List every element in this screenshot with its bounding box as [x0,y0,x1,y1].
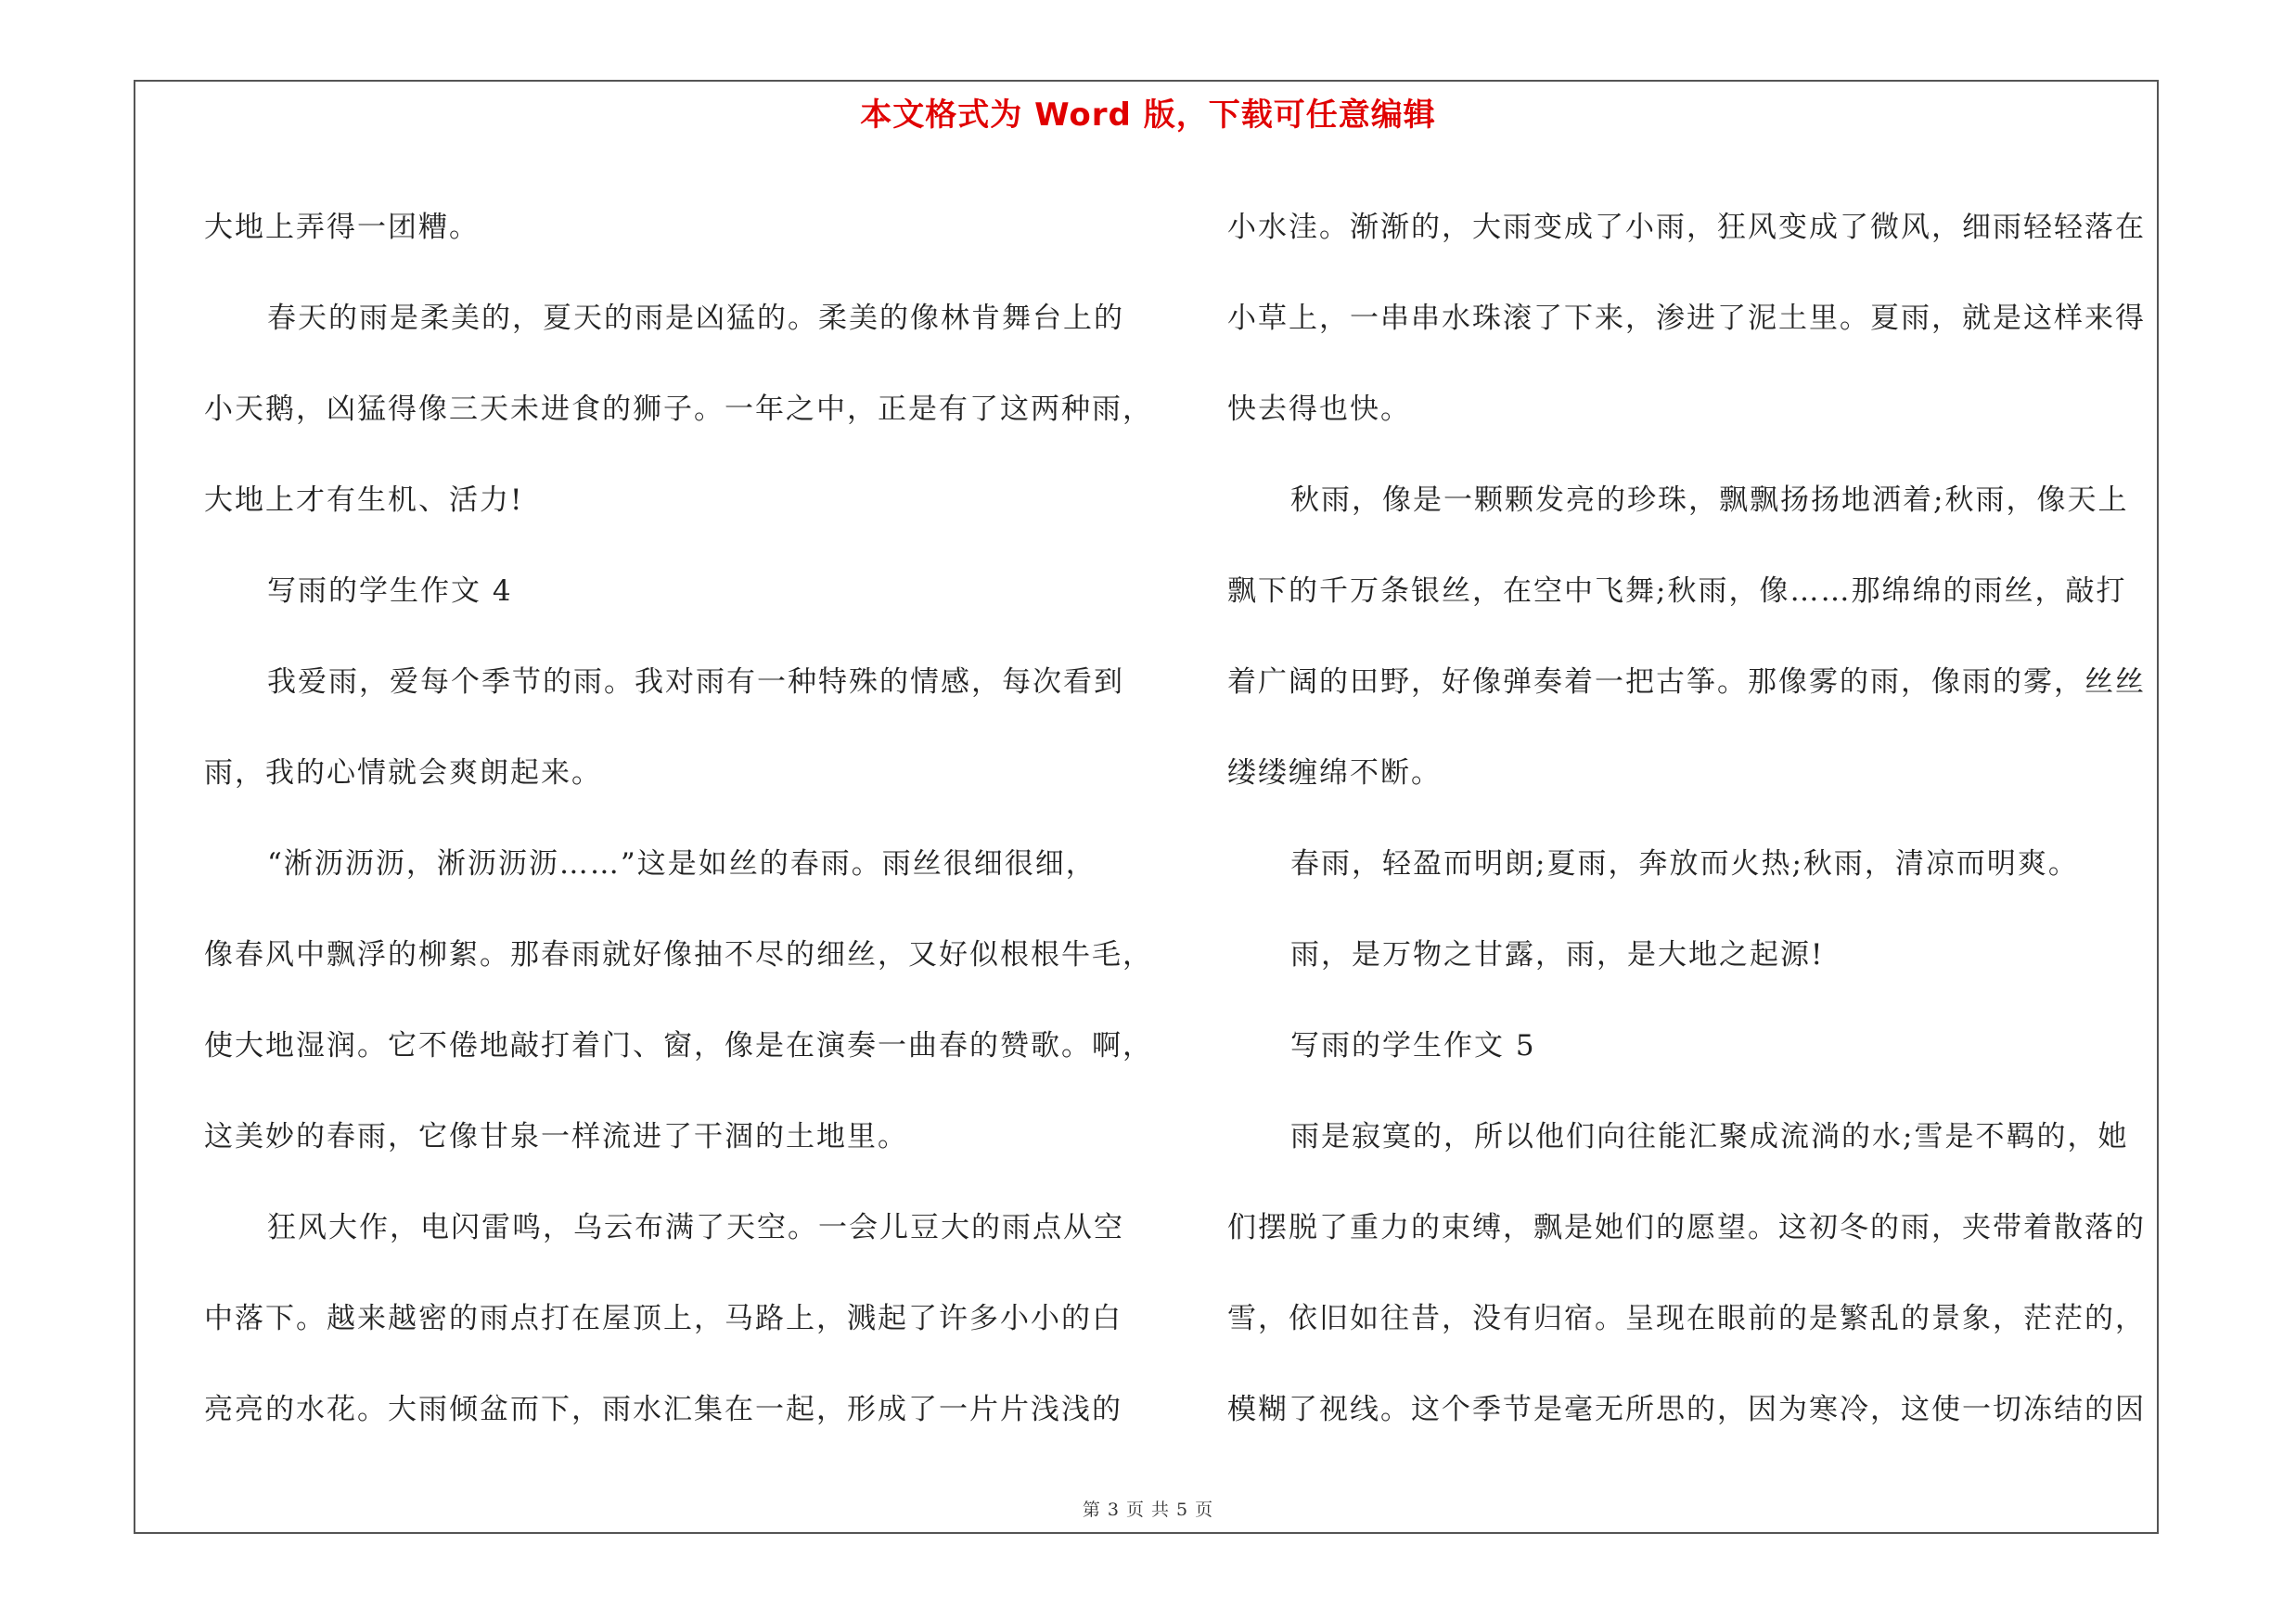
left-column-line: 我爱雨，爱每个季节的雨。我对雨有一种特殊的情感，每次看到 [267,665,1124,699]
left-column-line: 写雨的学生作文 4 [267,574,513,608]
right-column-line: 缕缕缠绵不断。 [1227,756,1442,790]
right-column-line: 写雨的学生作文 5 [1290,1029,1536,1063]
left-column-line: 像春风中飘浮的柳絮。那春雨就好像抽不尽的细丝，又好似根根牛毛， [204,938,1153,972]
left-column-line: 大地上弄得一团糟。 [204,211,480,244]
right-text-column [1227,182,2160,1455]
right-column-line: 雨是寂寞的，所以他们向往能汇聚成流淌的水;雪是不羁的，她 [1290,1120,2129,1153]
left-column-line: 亮亮的水花。大雨倾盆而下，雨水汇集在一起，形成了一片片浅浅的 [204,1393,1122,1426]
format-banner: 本文格式为 Word 版，下载可任意编辑 [860,97,1436,134]
right-column-line: 模糊了视线。这个季节是毫无所思的，因为寒冷，这使一切冻结的因 [1227,1393,2146,1426]
right-column-line: 小水洼。渐渐的，大雨变成了小雨，狂风变成了微风，细雨轻轻落在 [1227,211,2146,244]
left-column-line: 中落下。越来越密的雨点打在屋顶上，马路上，溅起了许多小小的白 [204,1302,1122,1335]
right-column-line: 们摆脱了重力的束缚，飘是她们的愿望。这初冬的雨，夹带着散落的 [1227,1211,2146,1244]
right-column-line: 快去得也快。 [1227,393,1411,426]
left-column-line: 小天鹅，凶猛得像三天未进食的狮子。一年之中，正是有了这两种雨， [204,393,1153,426]
right-column-line: 飘下的千万条银丝，在空中飞舞;秋雨，像……那绵绵的雨丝，敲打 [1227,574,2127,608]
left-column-line: 春天的雨是柔美的，夏天的雨是凶猛的。柔美的像林肯舞台上的 [267,302,1124,335]
right-column-line: 雨，是万物之甘露，雨，是大地之起源! [1290,938,1825,972]
right-column-line: 春雨，轻盈而明朗;夏雨，奔放而火热;秋雨，清凉而明爽。 [1290,847,2079,881]
left-column-line: “淅沥沥沥，淅沥沥沥……”这是如丝的春雨。雨丝很细很细， [267,847,1097,881]
left-text-column [204,182,1153,1455]
left-column-line: 雨，我的心情就会爽朗起来。 [204,756,602,790]
right-column-line: 雪，依旧如往昔，没有归宿。呈现在眼前的是繁乱的景象，茫茫的， [1227,1302,2146,1335]
left-column-line: 这美妙的春雨，它像甘泉一样流进了干涸的土地里。 [204,1120,908,1153]
left-column-line: 狂风大作，电闪雷鸣，乌云布满了天空。一会儿豆大的雨点从空 [267,1211,1124,1244]
left-column-line: 大地上才有生机、活力! [204,483,524,517]
right-column-line: 小草上，一串串水珠滚了下来，渗进了泥土里。夏雨，就是这样来得 [1227,302,2146,335]
right-column-line: 秋雨，像是一颗颗发亮的珍珠，飘飘扬扬地洒着;秋雨，像天上 [1290,483,2129,517]
right-column-line: 着广阔的田野，好像弹奏着一把古筝。那像雾的雨，像雨的雾，丝丝 [1227,665,2146,699]
left-column-line: 使大地湿润。它不倦地敲打着门、窗，像是在演奏一曲春的赞歌。啊， [204,1029,1153,1063]
page-indicator: 第 3 页 共 5 页 [1082,1500,1214,1520]
